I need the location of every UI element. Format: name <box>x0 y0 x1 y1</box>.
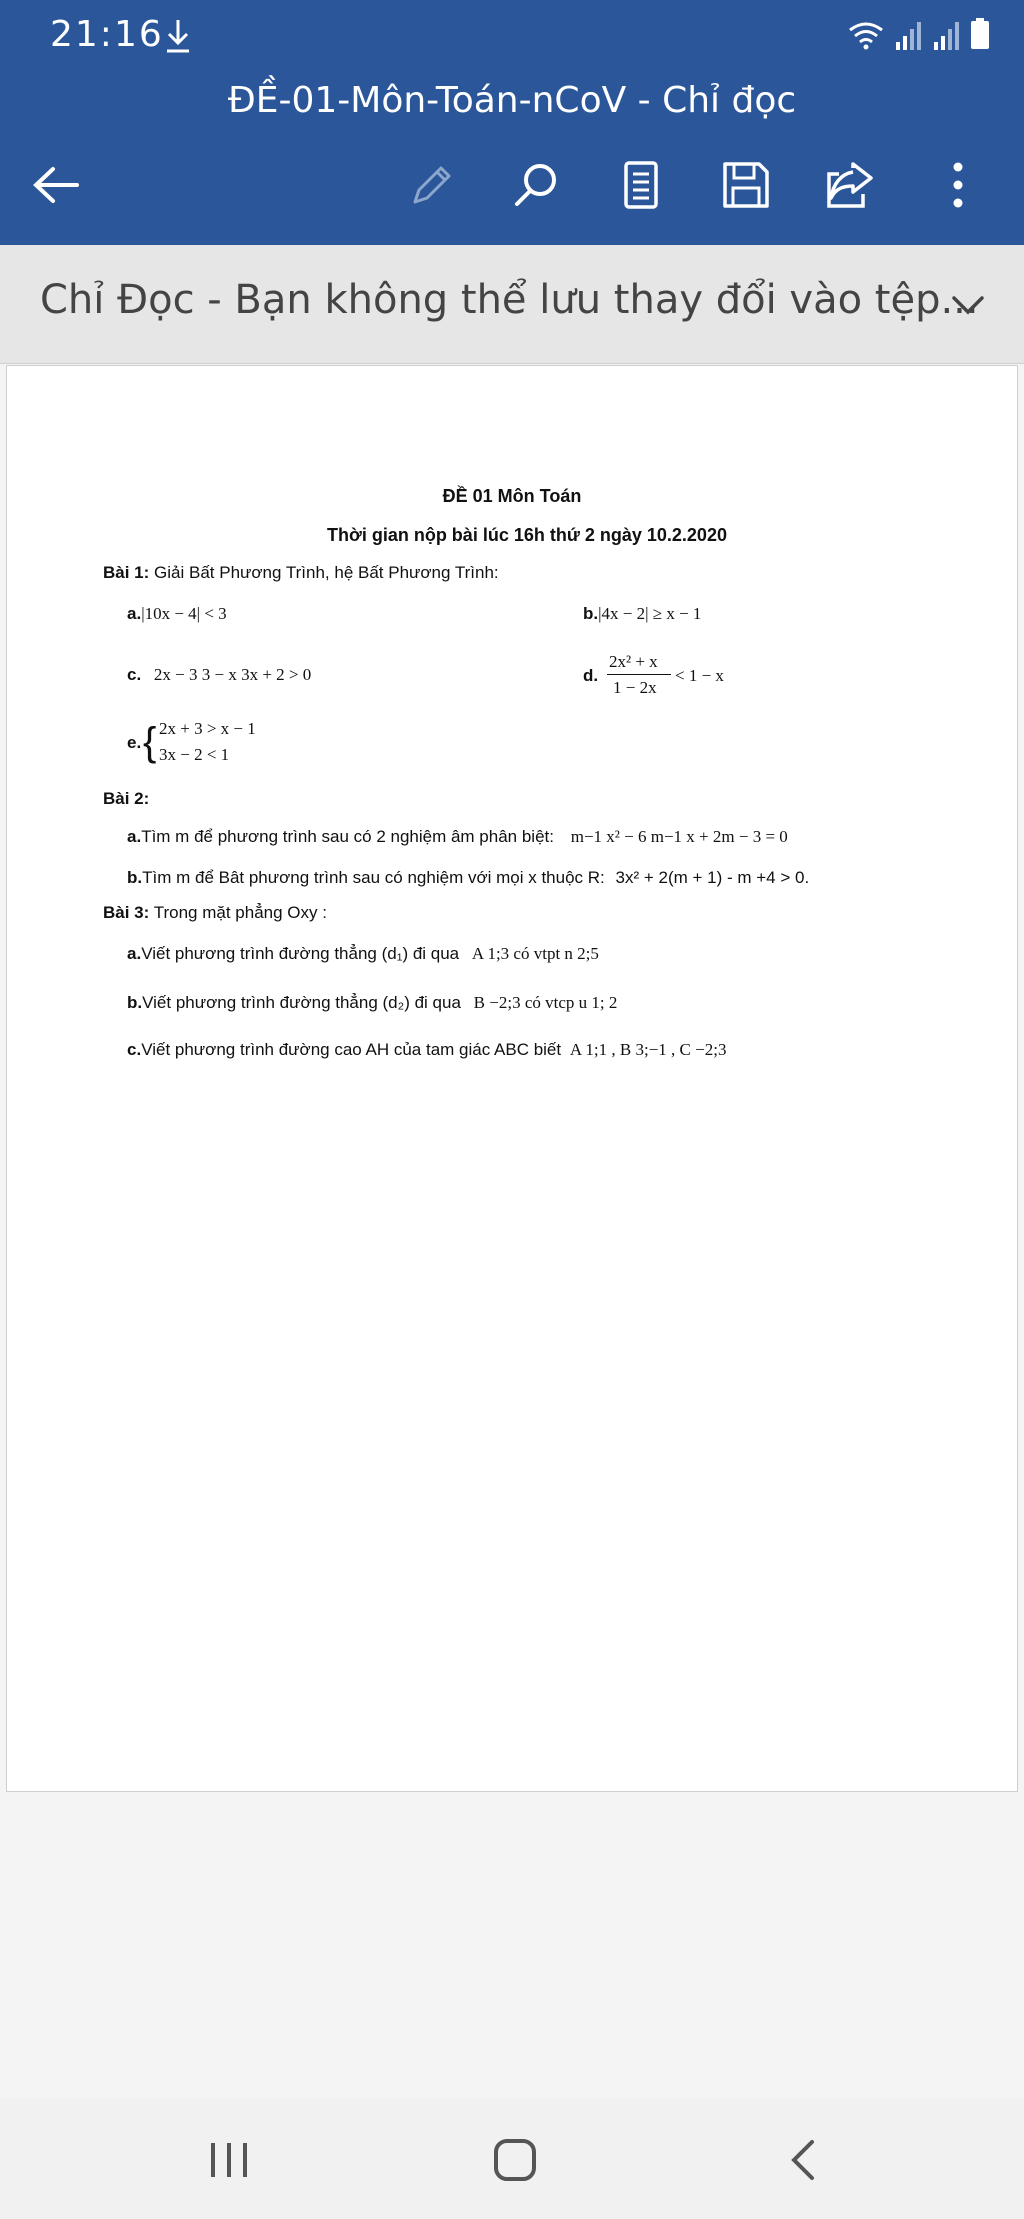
bai3-a-label: a. <box>127 944 142 963</box>
bai1-b <box>583 604 701 624</box>
bai1-e-line2: 3x − 2 < 1 <box>159 745 230 764</box>
navigation-bar <box>0 2098 1024 2219</box>
bai2-label: Bài 2: <box>103 789 150 808</box>
bai1-c-expr: 2x − 3 3 − x 3x + 2 > 0 <box>153 665 312 684</box>
more-icon <box>948 160 968 210</box>
bai1-c-label: c. <box>127 665 142 684</box>
wifi-icon <box>846 20 886 50</box>
bai2-b-label: b. <box>127 868 143 887</box>
read-only-message: Chỉ Đọc - Bạn không thể lưu thay đổi vào tệp... <box>40 277 979 323</box>
bai3-b-label: b. <box>127 993 143 1012</box>
status-icons <box>846 18 990 50</box>
bai3-a-text: Viết phương trình đường thẳng (d₁) đi qua <box>141 944 460 963</box>
doc-heading: ĐỀ 01 Môn Toán <box>442 486 582 506</box>
bai1-d-rhs: < 1 − x <box>675 666 724 685</box>
home-icon[interactable] <box>493 2138 537 2182</box>
reader-view-icon <box>621 160 661 210</box>
save-icon <box>721 160 771 210</box>
bai3-a-expr: A 1;3 có vtpt n 2;5 <box>471 944 599 963</box>
bai1-e-label: e. <box>127 733 142 752</box>
status-time: 21:16 <box>50 14 164 55</box>
pencil-icon <box>407 160 457 210</box>
signal-icon <box>894 20 924 50</box>
back-icon[interactable] <box>786 2138 818 2182</box>
bai3-c-label: c. <box>127 1040 142 1059</box>
share-button[interactable] <box>820 155 880 215</box>
bai2-a-text: Tìm m để phương trình sau có 2 nghiệm âm phân biệt: <box>141 827 554 846</box>
system-brace: { <box>143 720 157 764</box>
bai1-a-label: a. <box>127 604 142 623</box>
bai2-b-text: Tìm m để Bât phương trình sau có nghiệm với mọi x thuộc R: <box>142 868 605 887</box>
bai2-a-expr: m−1 x² − 6 m−1 x + 2m − 3 = 0 <box>570 827 788 846</box>
app-bar <box>0 0 1024 245</box>
bai1-b-label: b. <box>583 604 599 623</box>
more-options-button[interactable] <box>928 155 988 215</box>
edit-button[interactable] <box>402 155 462 215</box>
save-button[interactable] <box>716 155 776 215</box>
back-arrow-icon <box>31 165 81 205</box>
bai2-a <box>127 827 788 847</box>
bai1-e-line1: 2x + 3 > x − 1 <box>159 719 256 738</box>
bai3-label: Bài 3: <box>103 903 150 922</box>
bai1-text: Giải Bất Phương Trình, hệ Bất Phương Trình: <box>154 563 499 582</box>
fraction-bar <box>607 674 671 675</box>
recent-apps-icon[interactable] <box>208 2140 250 2180</box>
bai1-d-label: d. <box>583 666 599 685</box>
bai3-line <box>103 903 327 923</box>
bai2-b <box>127 868 809 888</box>
bai2-a-label: a. <box>127 827 142 846</box>
share-icon <box>823 160 877 210</box>
bai3-c-text: Viết phương trình đường cao AH của tam giác ABC biết <box>141 1040 562 1059</box>
battery-icon <box>970 18 990 50</box>
bai3-c-expr: A 1;1 , B 3;−1 , C −2;3 <box>569 1040 727 1059</box>
download-icon <box>163 16 193 56</box>
bai1-b-expr: |4x − 2| ≥ x − 1 <box>598 604 702 623</box>
bai3-b <box>127 993 617 1013</box>
bai2-b-expr: 3x² + 2(m + 1) - m +4 > 0. <box>615 868 810 887</box>
bai3-b-expr: B −2;3 có vtcp u 1; 2 <box>473 993 618 1012</box>
bai1-c <box>127 665 311 685</box>
bai1-a-expr: |10x − 4| < 3 <box>141 604 227 623</box>
bai1-a <box>127 604 227 624</box>
bai3-a <box>127 944 599 964</box>
bai3-b-text: Viết phương trình đường thẳng (d₂) đi qua <box>142 993 461 1012</box>
doc-subtitle: Thời gian nộp bài lúc 16h thứ 2 ngày 10.2.2020 <box>327 525 727 545</box>
chevron-down-icon[interactable] <box>950 287 986 323</box>
signal-icon-2 <box>932 20 962 50</box>
bai3-c <box>127 1040 726 1060</box>
read-only-banner[interactable] <box>0 245 1024 364</box>
document-page <box>6 365 1018 1792</box>
bai1-label: Bài 1: <box>103 563 150 582</box>
document-title: ĐỀ-01-Môn-Toán-nCoV - Chỉ đọc <box>227 80 797 121</box>
search-button[interactable] <box>506 155 566 215</box>
bai3-text: Trong mặt phẳng Oxy : <box>153 903 327 922</box>
bai1-d-denominator: 1 − 2x <box>613 678 657 697</box>
reader-view-button[interactable] <box>611 155 671 215</box>
bai1-d-numerator: 2x² + x <box>609 652 658 671</box>
search-icon <box>511 160 561 210</box>
back-button[interactable] <box>26 155 86 215</box>
bai1-line <box>103 563 499 583</box>
